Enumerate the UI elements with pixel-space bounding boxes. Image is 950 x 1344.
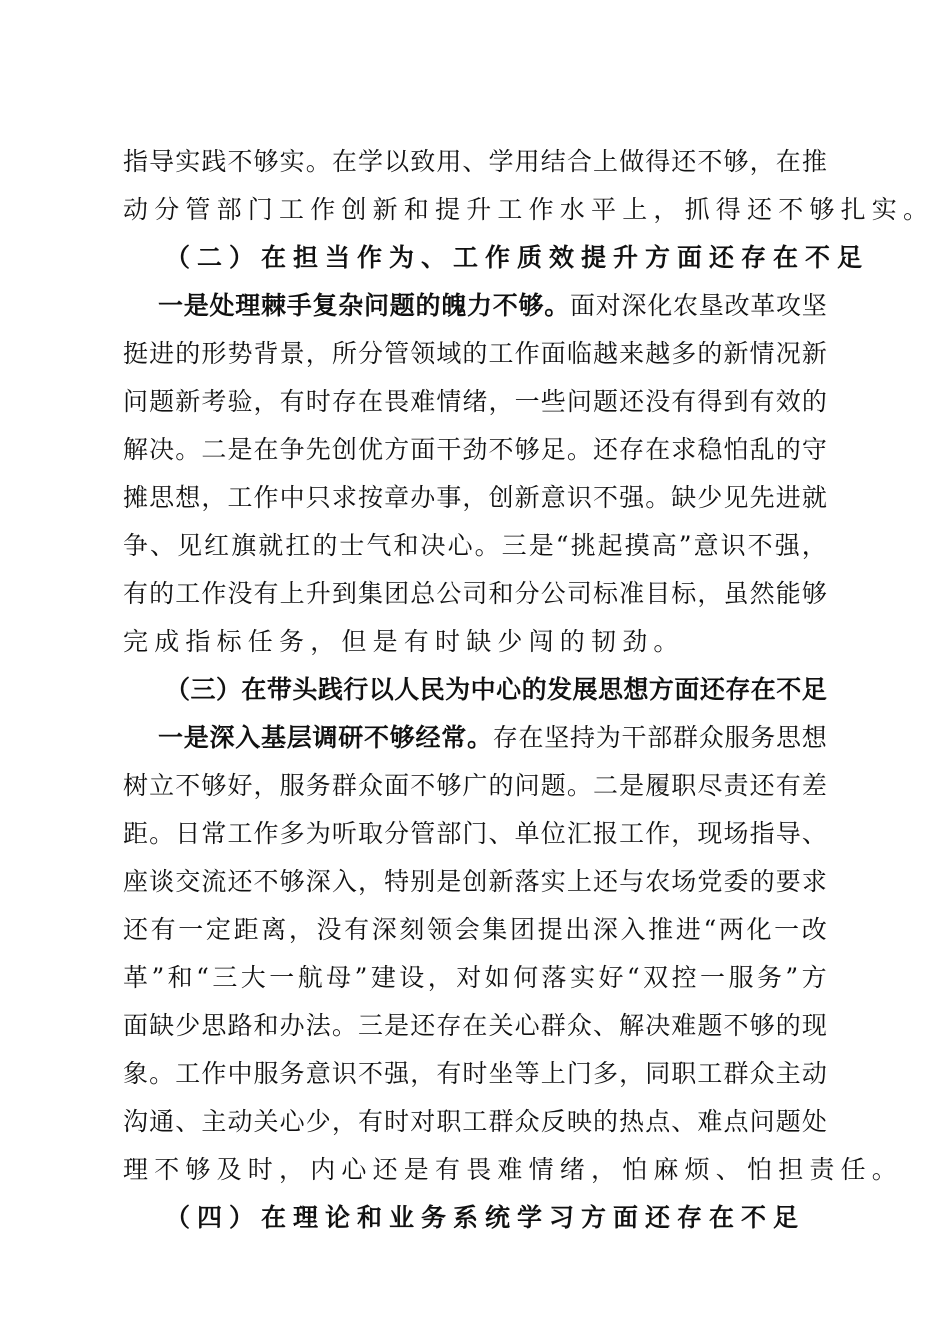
line-07: 解 决 。 二 是 在 争 先 创 优 方 面 干 劲 不 够 足 。 还 存 在 求 稳 怕 乱 的 守 — [123, 435, 827, 464]
line-14: 树 立 不 够 好 ， 服 务 群 众 面 不 够 广 的 问 题 。 二 是 履 职 尽 责 还 有 差 — [123, 771, 827, 800]
line-19: 面 缺 少 思 路 和 办 法 。 三 是 还 存 在 关 心 群 众 、 解 决 难 题 不 够 的 现 — [123, 1011, 827, 1040]
line-01: 指 导 实 践 不 够 实 。 在 学 以 致 用 、 学 用 结 合 上 做 得 还 不 够 ， 在 推 — [123, 147, 827, 176]
line-11: 完成指标任务，但是有时缺少闯的韧劲。 — [123, 627, 685, 656]
line-16: 座 谈 交 流 还 不 够 深 入 ， 特 别 是 创 新 落 实 上 还 与 农 场 党 委 的 要 求 — [123, 867, 827, 896]
line-09: 争 、 见 红 旗 就 扛 的 士 气 和 决 心 。 三 是 “ 挑 起 摸 高 ” 意 识 不 强 ， — [123, 531, 827, 560]
line-22: 理不够及时，内心还是有畏难情绪，怕麻烦、怕担责任。 — [123, 1155, 904, 1184]
line-20: 象 。 工 作 中 服 务 意 识 不 强 ， 有 时 坐 等 上 门 多 ， 同 职 工 群 众 主 动 — [123, 1059, 827, 1088]
line-21: 沟 通 、 主 动 关 心 少 ， 有 时 对 职 工 群 众 反 映 的 热 点 、 难 点 问 题 处 — [123, 1107, 827, 1136]
line-10: 有 的 工 作 没 有 上 升 到 集 团 总 公 司 和 分 公 司 标 准 目 标 ， 虽 然 能 够 — [123, 579, 827, 608]
line-18: 革 ” 和 “ 三 大 一 航 母 ” 建 设 ， 对 如 何 落 实 好 “ 双 控 一 服 务 ” 方 — [123, 963, 827, 992]
line-08: 摊 思 想 ， 工 作 中 只 求 按 章 办 事 ， 创 新 意 识 不 强 。 缺 少 见 先 进 就 — [123, 483, 827, 512]
section-heading-4: （四）在理论和业务系统学习方面还存在不足 — [165, 1203, 806, 1232]
line-02: 动分管部门工作创新和提升工作水平上，抓得还不够扎实。 — [123, 195, 935, 224]
line-06: 问 题 新 考 验 ， 有 时 存 在 畏 难 情 绪 ， 一 些 问 题 还 没 有 得 到 有 效 的 — [123, 387, 827, 416]
line-04: 一 是 处 理 棘 手 复 杂 问 题 的 魄 力 不 够 。 面 对 深 化 农 垦 改 革 攻 坚 — [158, 291, 827, 320]
line-05: 挺 进 的 形 势 背 景 ， 所 分 管 领 域 的 工 作 面 临 越 来 越 多 的 新 情 况 新 — [123, 339, 827, 368]
section-heading-3: （ 三 ） 在 带 头 践 行 以 人 民 为 中 心 的 发 展 思 想 方 面 还 存 在 不 足 — [165, 675, 827, 704]
section-heading-2: （二）在担当作为、工作质效提升方面还存在不足 — [165, 243, 870, 272]
line-17: 还 有 一 定 距 离 ， 没 有 深 刻 领 会 集 团 提 出 深 入 推 进 “ 两 化 一 改 — [123, 915, 827, 944]
line-15: 距 。 日 常 工 作 多 为 听 取 分 管 部 门 、 单 位 汇 报 工 作 ， 现 场 指 导 、 — [123, 819, 827, 848]
line-13: 一 是 深 入 基 层 调 研 不 够 经 常 。 存 在 坚 持 为 干 部 群 众 服 务 思 想 — [158, 723, 827, 752]
